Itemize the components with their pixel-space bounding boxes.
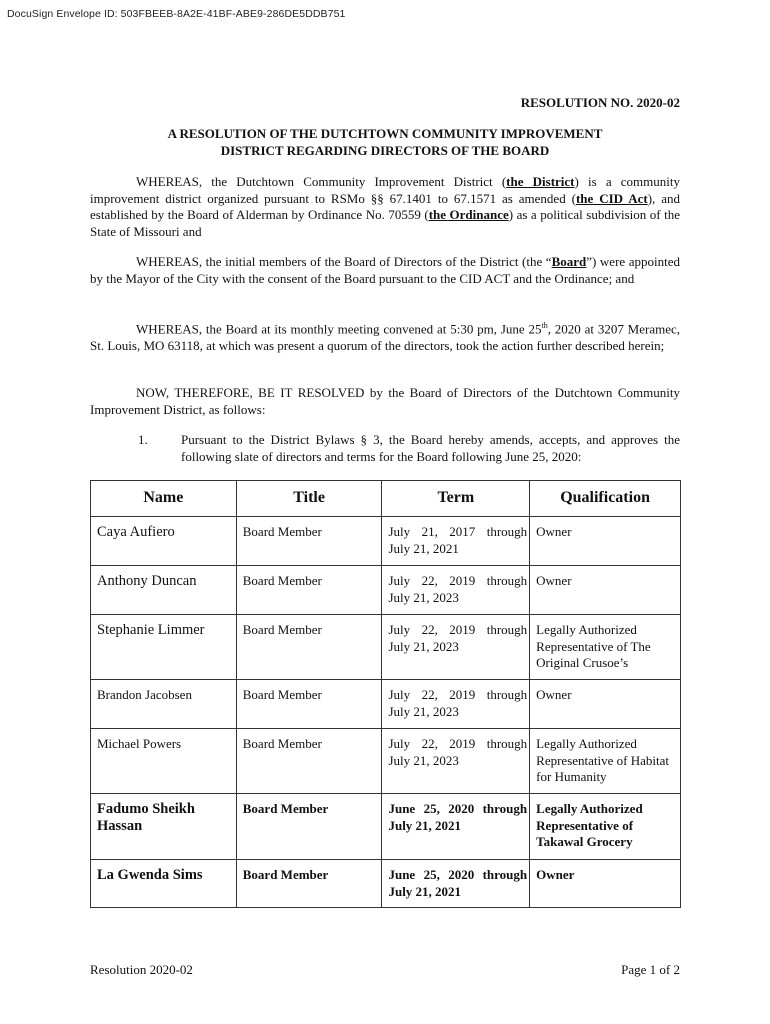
footer-resolution-label: Resolution 2020-02	[90, 962, 193, 977]
cell-term: June 25, 2020 through July 21, 2021	[382, 794, 530, 860]
header-term: Term	[382, 481, 530, 517]
cell-title: Board Member	[236, 794, 382, 860]
table-header-row	[91, 481, 681, 517]
cell-title: Board Member	[236, 680, 382, 729]
cell-term: July 22, 2019 through July 21, 2023	[382, 680, 530, 729]
header-qualification: Qualification	[530, 481, 681, 517]
cell-title: Board Member	[236, 860, 382, 908]
whereas1-text-e: ), and established by the Board of Alderman by Ordinance No. 70559 (	[90, 190, 680, 222]
cell-name: Fadumo Sheikh Hassan	[91, 794, 237, 860]
resolved-text: NOW, THEREFORE, BE IT RESOLVED by the Board of Directors of the Dutchtown Community Improvement District, as follows:	[90, 385, 680, 417]
whereas1-text-a: WHEREAS, the Dutchtown Community Improvement District (	[136, 174, 507, 189]
whereas3-text-a: WHEREAS, the Board at its monthly meeting convened at 5:30 pm, June 25	[136, 321, 542, 337]
defined-term-district: the District	[506, 174, 575, 189]
cell-title: Board Member	[236, 517, 382, 566]
header-name: Name	[91, 481, 237, 517]
whereas2-text-c: ”) were appointed by the Mayor of the City with the consent of the Board pursuant to the CID ACT and the Ordinance; and	[90, 254, 681, 286]
cell-qualification: Legally Authorized Representative of Takawal Grocery	[530, 794, 681, 860]
docusign-envelope-id: DocuSign Envelope ID: 503FBEEB-8A2E-41BF-ABE9-286DE5DDB751	[7, 8, 346, 20]
ordinal-suffix: th	[541, 321, 548, 330]
whereas-paragraph-3	[90, 318, 680, 354]
cell-name: Stephanie Limmer	[91, 615, 237, 680]
whereas3-text-b: , 2020 at 3207 Meramec, St. Louis, MO 63118, at which was present a quorum of the directors, took the action further described herein;	[90, 321, 680, 353]
cell-name: Brandon Jacobsen	[91, 680, 237, 729]
cell-title: Board Member	[236, 729, 382, 794]
resolved-paragraph	[90, 385, 680, 418]
table-row	[91, 517, 681, 566]
cell-name: La Gwenda Sims	[91, 860, 237, 908]
whereas1-text-g: ) as a political subdivision of the State of Missouri and	[90, 207, 680, 239]
cell-term: June 25, 2020 through July 21, 2021	[382, 860, 530, 908]
header-title: Title	[236, 481, 382, 517]
title-line-1: A RESOLUTION OF THE DUTCHTOWN COMMUNITY IMPROVEMENT	[167, 126, 603, 141]
cell-name: Caya Aufiero	[91, 517, 237, 566]
defined-term-ordinance: the Ordinance	[428, 207, 509, 222]
table-row	[91, 794, 681, 860]
table-row	[91, 729, 681, 794]
item-number: 1.	[138, 432, 148, 447]
cell-name: Anthony Duncan	[91, 566, 237, 615]
document-title	[90, 125, 680, 159]
whereas1-text-c: ) is a community improvement district organized pursuant to RSMo §§ 67.1401 to 67.1571 as amended (	[90, 174, 680, 206]
defined-term-board: Board	[551, 254, 587, 269]
table-row	[91, 566, 681, 615]
table-row	[91, 615, 681, 680]
cell-qualification: Owner	[530, 517, 681, 566]
footer-page-number: Page 1 of 2	[621, 962, 680, 977]
cell-qualification: Owner	[530, 860, 681, 908]
cell-title: Board Member	[236, 566, 382, 615]
resolution-number: RESOLUTION NO. 2020-02	[520, 95, 680, 110]
table-row	[91, 860, 681, 908]
item-text: Pursuant to the District Bylaws § 3, the Board hereby amends, accepts, and approves the following slate of directors and terms for the Board following June 25, 2020:	[181, 432, 680, 464]
defined-term-cid-act: the CID Act	[575, 190, 648, 206]
cell-term: July 22, 2019 through July 21, 2023	[382, 615, 530, 680]
whereas2-text-a: WHEREAS, the initial members of the Board of Directors of the District (the “	[136, 254, 552, 269]
cell-term: July 22, 2019 through July 21, 2023	[382, 566, 530, 615]
whereas-paragraph-1	[90, 174, 680, 240]
cell-term: July 21, 2017 through July 21, 2021	[382, 517, 530, 566]
title-line-2: DISTRICT REGARDING DIRECTORS OF THE BOARD	[220, 143, 550, 158]
whereas-paragraph-2	[90, 254, 680, 287]
cell-qualification: Owner	[530, 566, 681, 615]
cell-qualification: Legally Authorized Representative of The Original Crusoe’s	[530, 615, 681, 680]
cell-name: Michael Powers	[91, 729, 237, 794]
cell-title: Board Member	[236, 615, 382, 680]
cell-qualification: Legally Authorized Representative of Habitat for Humanity	[530, 729, 681, 794]
directors-table	[90, 480, 681, 908]
cell-term: July 22, 2019 through July 21, 2023	[382, 729, 530, 794]
table-row	[91, 680, 681, 729]
cell-qualification: Owner	[530, 680, 681, 729]
